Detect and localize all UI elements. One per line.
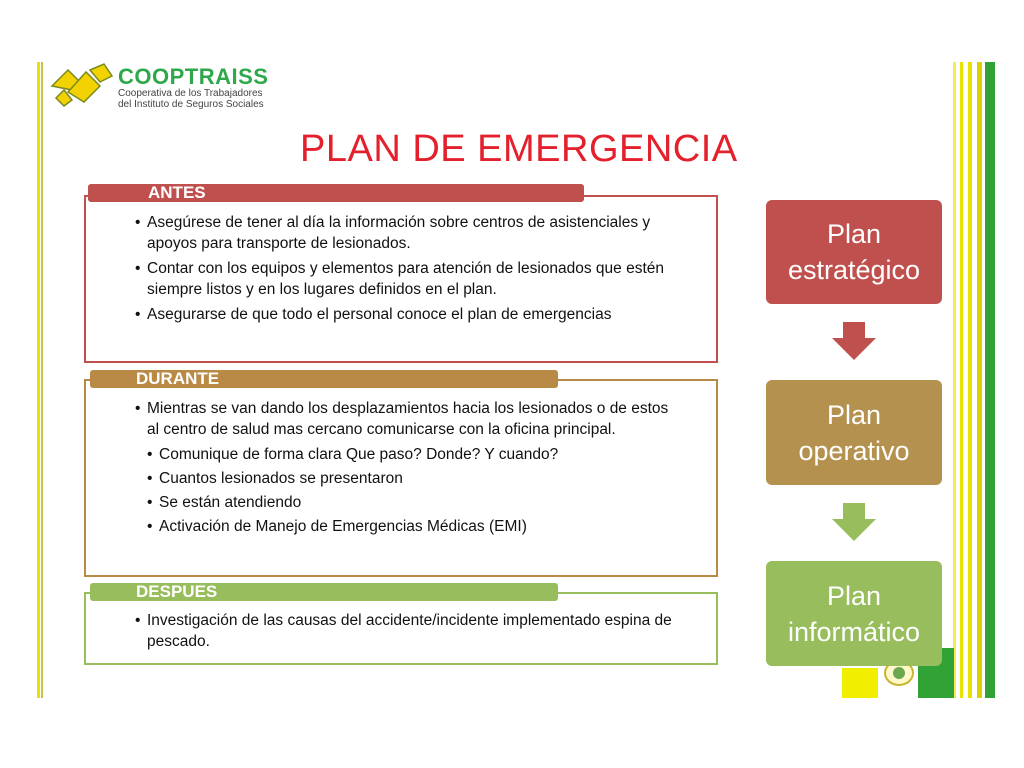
despues-label: DESPUES <box>90 583 558 601</box>
left-border-yellow <box>37 62 40 698</box>
despues-list <box>133 610 681 656</box>
plan-informatico-box: Plan informático <box>766 561 942 666</box>
plan-estrategico-box: Plan estratégico <box>766 200 942 304</box>
list-item: • Se están atendiendo <box>133 492 681 513</box>
down-arrow-icon <box>832 322 876 360</box>
list-item: • Asegúrese de tener al día la información sobre centros de asistenciales y apoyos para transporte de lesionados. <box>133 212 681 254</box>
left-border-olive <box>41 62 43 698</box>
list-item: • Activación de Manejo de Emergencias Médicas (EMI) <box>133 516 681 537</box>
right-border-stripe <box>968 62 972 698</box>
right-border-stripe <box>960 62 963 698</box>
logo-subtitle-line: Cooperativa de los Trabajadores <box>118 88 263 99</box>
logo-name: COOPTRAISS <box>118 64 269 89</box>
logo-subtitle-line: del Instituto de Seguros Sociales <box>118 99 264 110</box>
right-border-green <box>985 62 995 698</box>
right-border-stripe <box>977 62 982 698</box>
durante-list <box>133 398 681 540</box>
plan-operativo-box: Plan operativo <box>766 380 942 485</box>
list-item: • Cuantos lesionados se presentaron <box>133 468 681 489</box>
cooptraiss-logo <box>50 62 320 114</box>
list-item: • Comunique de forma clara Que paso? Donde? Y cuando? <box>133 444 681 465</box>
page-title: PLAN DE EMERGENCIA <box>300 128 738 170</box>
right-border-stripe <box>953 62 956 698</box>
list-item: • Investigación de las causas del accidente/incidente implementado espina de pescado. <box>133 610 681 652</box>
durante-label: DURANTE <box>90 370 558 388</box>
down-arrow-icon <box>832 503 876 541</box>
list-item: • Mientras se van dando los desplazamientos hacia los lesionados o de estos al centro de salud mas cercano comunicarse con la oficina principal. <box>133 398 681 440</box>
cooptraiss-logo-icon <box>50 62 114 108</box>
list-item: • Asegurarse de que todo el personal conoce el plan de emergencias <box>133 304 681 325</box>
corner-yellow-block <box>842 668 878 698</box>
logo-subtitle <box>118 88 264 110</box>
antes-list <box>133 212 681 329</box>
antes-label: ANTES <box>88 184 584 202</box>
list-item: • Contar con los equipos y elementos para atención de lesionados que estén siempre listos y en los lugares definidos en el plan. <box>133 258 681 300</box>
